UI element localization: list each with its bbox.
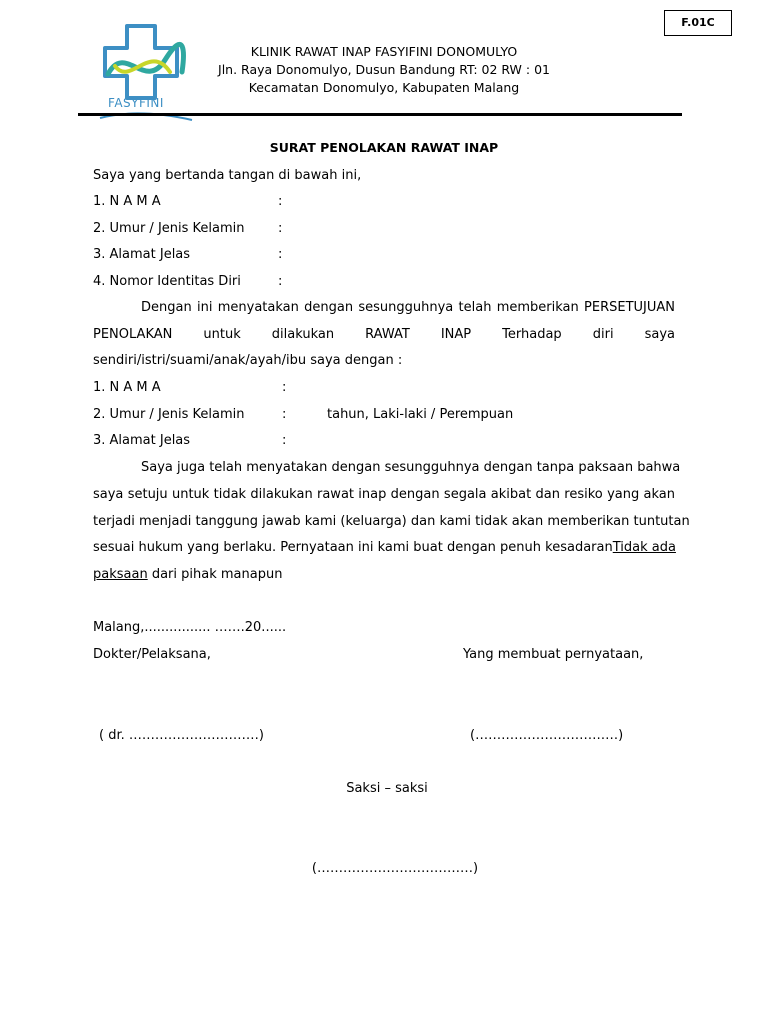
underlined-phrase: paksaan — [93, 567, 148, 582]
intro-text: Saya yang bertanda tangan di bawah ini, — [93, 168, 362, 183]
place-date: Malang,................ …….20...... — [93, 620, 287, 635]
field-name-label: 1. N A M A — [93, 194, 161, 209]
document-title: SURAT PENOLAKAN RAWAT INAP — [269, 140, 499, 155]
statement-text: sesuai hukum yang berlaku. Pernyataan ini kami buat dengan penuh kesadaran — [93, 540, 613, 555]
patient-age-gender-value: tahun, Laki-laki / Perempuan — [327, 407, 514, 422]
clinic-name: KLINIK RAWAT INAP FASYIFINI DONOMULYO — [250, 44, 518, 59]
signer-left-label: Dokter/Pelaksana, — [93, 647, 211, 662]
field-colon: : — [278, 274, 283, 289]
underlined-phrase: Tidak ada — [612, 540, 676, 555]
paragraph-statement-line — [93, 567, 282, 583]
witness-signature-line: (………………………………) — [311, 861, 479, 876]
doctor-signature-line: ( dr. …………………………) — [99, 728, 264, 743]
field-colon: : — [278, 221, 283, 236]
patient-age-gender-label: 2. Umur / Jenis Kelamin — [93, 407, 245, 422]
statement-text: dari pihak manapun — [151, 567, 283, 582]
field-age-gender-label: 2. Umur / Jenis Kelamin — [93, 221, 245, 236]
paragraph-consent-line: PENOLAKAN untuk dilakukan RAWAT INAP Terhadap diri saya — [93, 327, 675, 342]
paragraph-statement-line: terjadi menjadi tanggung jawab kami (keluarga) dan kami tidak akan memberikan tuntutan — [93, 514, 690, 529]
field-colon: : — [282, 433, 287, 448]
clinic-address: Jln. Raya Donomulyo, Dusun Bandung RT: 02 RW : 01 — [218, 62, 550, 77]
field-colon: : — [282, 407, 287, 422]
paragraph-consent-line: sendiri/istri/suami/anak/ayah/ibu saya dengan : — [93, 353, 403, 368]
logo-text: FASYFINI — [108, 96, 164, 110]
patient-address-label: 3. Alamat Jelas — [93, 433, 191, 448]
paragraph-consent-line: Dengan ini menyatakan dengan sesungguhnya telah memberikan PERSETUJUAN — [141, 300, 675, 315]
paragraph-statement-line: Saya juga telah menyatakan dengan sesungguhnya dengan tanpa paksaan bahwa — [141, 460, 681, 475]
field-colon: : — [278, 194, 283, 209]
field-colon: : — [278, 247, 283, 262]
clinic-district: Kecamatan Donomulyo, Kabupaten Malang — [248, 80, 520, 95]
field-colon: : — [282, 380, 287, 395]
declarant-signature-line: (……………………………) — [470, 728, 624, 743]
field-address-label: 3. Alamat Jelas — [93, 247, 191, 262]
form-code-box: F.01C — [664, 10, 732, 36]
field-id-number-label: 4. Nomor Identitas Diri — [93, 274, 241, 289]
paragraph-statement-line: saya setuju untuk tidak dilakukan rawat inap dengan segala akibat dan resiko yang akan — [93, 487, 675, 502]
patient-name-label: 1. N A M A — [93, 380, 161, 395]
witness-label: Saksi – saksi — [346, 781, 428, 796]
header-divider — [78, 113, 682, 116]
paragraph-statement-line — [93, 540, 675, 556]
signer-right-label: Yang membuat pernyataan, — [463, 647, 644, 662]
